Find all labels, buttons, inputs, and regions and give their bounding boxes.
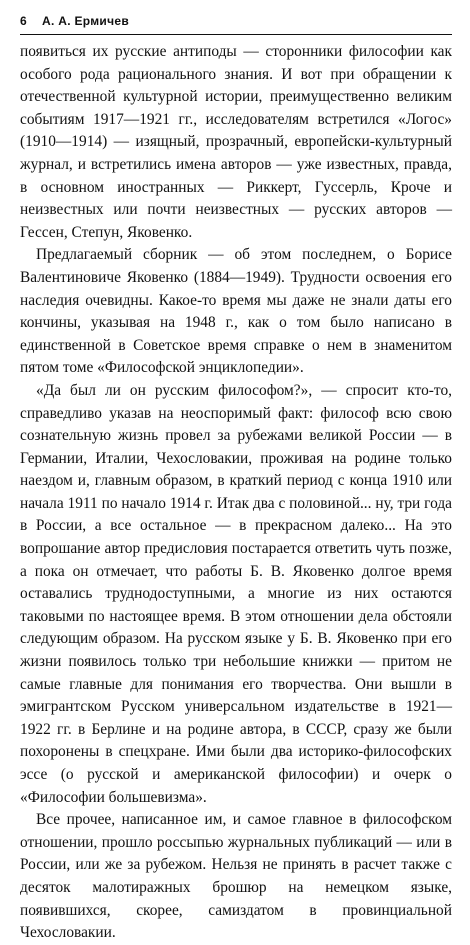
paragraph: «Да был ли он русским философом?», — спросит кто-то, справедливо указав на неоспоримый факт: философ всю свою сознательную жизнь провел за рубежами великой России — в Германии, Италии, Чехословакии, проживая на родине только наездом и, главным образом, в краткий период с конца 1910 или начала 1911 по начало 1914 г. Итак два с половиной... ну, три года в России, а все остальное — в прекрасном далеко... На это вопрошание автор предисловия постарается ответить чуть позже, а пока он отмечает, что работы Б. В. Яковенко долгое время оставались труднодоступными, а многие из них остаются таковыми по настоящее время. В этом отношении дела обстояли следующим образом. На русском языке у Б. В. Яковенко при его жизни появилось только три небольшие книжки — притом не самые главные для понимания его творчества. Они вышли в эмигрантском Русском универсальном издательстве в 1921—1922 гг. в Берлине и на родине автора, в СССР, сразу же были похоронены в спецхране. Ими были два историко-философских эссе (о русской и американской философии) и очерк о «Философии большевизма». [20,381,452,806]
running-header-author: А. А. Ермичев [42,14,130,28]
header-rule [20,34,452,35]
book-page [20,14,452,945]
body-text [20,41,452,945]
paragraph: Все прочее, написанное им, и самое главное в философском отношении, прошло россыпью журнальных публикаций — или в России, или же за рубежом. Нельзя не принять в расчет также с десяток малотиражных брошюр на немецком языке, появившихся, скорее, самиздатом в провинциальной Чехословакии. [20,811,452,942]
page-number: 6 [20,14,27,28]
paragraph: Предлагаемый сборник — об этом последнем, о Борисе Валентиновиче Яковенко (1884—1949). Трудности освоения его наследия очевидны. Какое-то время мы даже не знали даты его кончины, указывая на 1948 г., как о том было написано в единственной в Советское время справке о нем в знаменитом пятом томе «Философской энциклопедии». [20,246,452,377]
paragraph-continuation: появиться их русские антиподы — сторонники философии как особого рода рационального знания. И вот при обращении к отечественной культурной истории, преимущественно великим событиям 1917—1921 гг., исследователям встретился «Логос» (1910—1914) — изящный, прозрачный, европейски-культурный журнал, и встретились имена авторов — уже известных, правда, в основном иностранных — Риккерт, Гуссерль, Кроче и неизвестных или почти неизвестных — русских авторов — Гессен, Степун, Яковенко. [20,43,452,241]
running-header [20,14,452,32]
